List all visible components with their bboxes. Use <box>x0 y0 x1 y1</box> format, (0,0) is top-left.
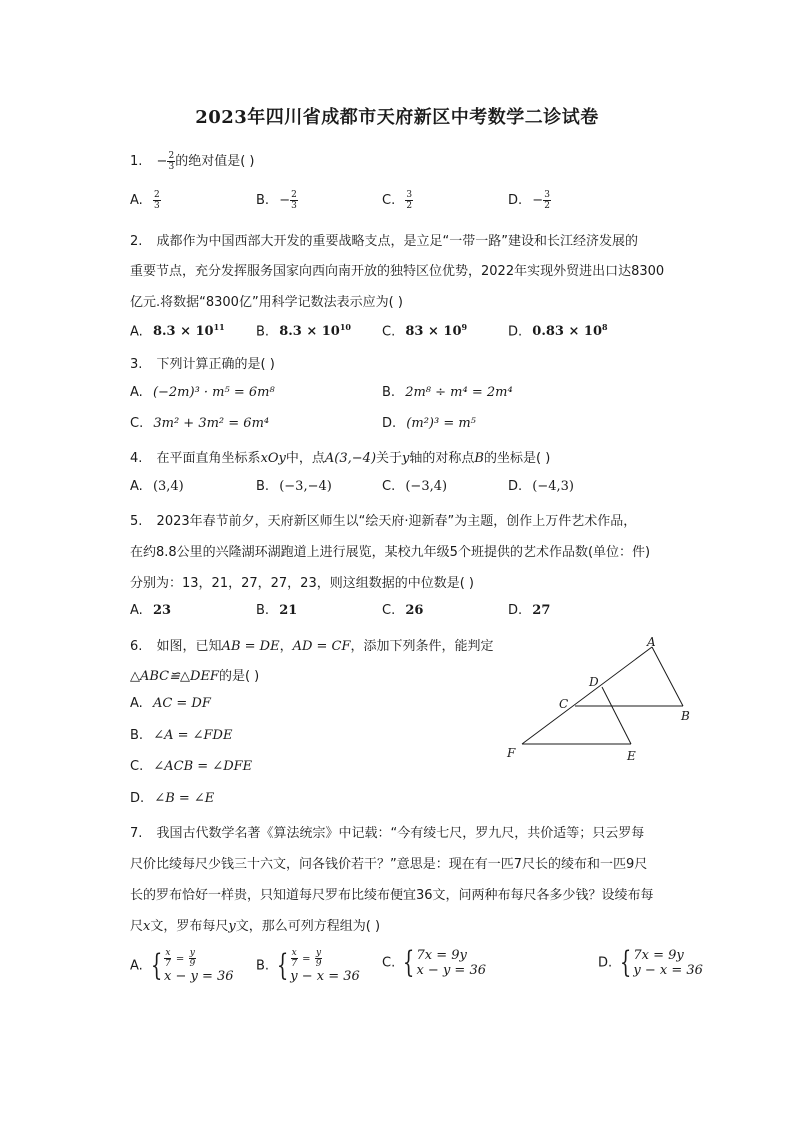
exponent: 10 <box>339 322 351 332</box>
option-value: (3,4) <box>152 479 184 494</box>
equation-system <box>616 945 703 980</box>
option-label: D. <box>508 193 523 208</box>
question-6 <box>130 635 494 654</box>
option-value: (−2m)³ · m⁵ = 6m⁸ <box>152 385 275 400</box>
question-number: 7. <box>130 826 143 841</box>
question-text: 在平面直角坐标系 <box>156 451 261 466</box>
question-4 <box>130 447 550 466</box>
minus-sign: − <box>156 154 168 169</box>
question-text: 的坐标是( ) <box>483 451 551 466</box>
numerator: x <box>165 948 171 958</box>
equation-row: y − x = 36 <box>633 963 703 978</box>
option-b[interactable] <box>130 728 232 743</box>
question-text: 如图，已知 <box>156 639 222 654</box>
option-label: A. <box>130 193 143 208</box>
option-value: 83 × 10 <box>405 324 462 340</box>
question-text-line: 长的罗布恰好一样贵，只知道每尺罗布比绫布便宜36文，问两种布每尺各多少钱？设绫布每 <box>130 888 654 903</box>
brace-icon: { <box>150 948 163 983</box>
option-label: C. <box>382 193 396 208</box>
math-symbol: △ABC≌△DEF <box>130 669 219 684</box>
segment-ab <box>652 647 683 706</box>
option-c[interactable] <box>382 479 447 494</box>
brace-icon: { <box>277 948 289 983</box>
option-d[interactable] <box>130 791 214 806</box>
question-text: ，添加下列条件，能判定 <box>350 639 494 654</box>
option-value: (−4,3) <box>532 479 575 494</box>
option-label: D. <box>508 324 523 340</box>
option-label: B. <box>256 958 270 974</box>
option-value: 23 <box>152 603 172 618</box>
denominator: 2 <box>406 201 413 211</box>
question-stem: 下列计算正确的是( ) <box>156 357 275 372</box>
equation-system <box>147 948 234 984</box>
minus-sign: − <box>279 193 291 208</box>
option-d[interactable] <box>508 322 608 339</box>
fraction <box>153 190 161 211</box>
option-label: C. <box>382 324 396 340</box>
question-text: 文，罗布每尺 <box>150 919 229 934</box>
question-text: 轴的对称点 <box>409 451 475 466</box>
option-a[interactable] <box>130 603 171 618</box>
option-d[interactable] <box>508 479 574 494</box>
question-number: 2. <box>130 234 143 249</box>
option-a[interactable] <box>130 190 161 211</box>
numerator: 2 <box>291 190 297 200</box>
option-value: ∠A = ∠FDE <box>153 728 233 743</box>
math-symbol: x <box>143 919 151 934</box>
option-c[interactable] <box>382 603 423 618</box>
triangle-figure <box>500 633 700 768</box>
equation-row: x − y = 36 <box>164 969 234 984</box>
label-b: B <box>681 709 690 723</box>
option-a[interactable] <box>130 479 184 494</box>
denominator: 2 <box>544 201 550 211</box>
option-a[interactable] <box>130 948 234 984</box>
option-d[interactable] <box>382 416 476 431</box>
numerator: y <box>189 948 195 958</box>
option-label: C. <box>130 759 144 774</box>
label-e: E <box>627 749 636 763</box>
question-text: 文，那么可列方程组为( ) <box>235 919 381 934</box>
equation-row: 7x = 9y <box>416 948 467 963</box>
option-d[interactable] <box>598 945 703 980</box>
option-value: AC = DF <box>152 696 211 711</box>
option-label: D. <box>598 955 613 971</box>
brace-icon: { <box>620 945 632 980</box>
segment-de <box>602 687 631 744</box>
math-symbol: AB = DE <box>221 639 280 654</box>
option-label: B. <box>256 324 270 340</box>
option-c[interactable] <box>382 322 467 339</box>
exponent: 8 <box>602 322 608 332</box>
denominator: 3 <box>291 201 297 211</box>
math-symbol: y <box>228 919 236 934</box>
option-label: C. <box>382 603 396 618</box>
equals-sign: = <box>175 954 185 965</box>
question-7 <box>130 822 644 841</box>
option-value: (m²)³ = m⁵ <box>406 416 476 431</box>
question-3 <box>130 353 275 372</box>
math-symbol: AD = CF <box>292 639 351 654</box>
numerator: 2 <box>168 151 175 161</box>
equation-row <box>164 948 234 969</box>
exponent: 9 <box>461 322 468 332</box>
option-label: B. <box>130 728 144 743</box>
equation-row: 7x = 9y <box>633 948 684 963</box>
denominator: 3 <box>168 162 175 172</box>
denominator: 9 <box>315 959 322 969</box>
question-text-line: 亿元.将数据“8300亿”用科学记数法表示应为( ) <box>130 295 403 310</box>
question-text-line: 成都作为中国西部大开发的重要战略支点，是立足“一带一路”建设和长江经济发展的 <box>156 234 639 249</box>
question-text: 中，点 <box>285 451 325 466</box>
numerator: 3 <box>544 190 550 200</box>
question-text-line: 重要节点，充分发挥服务国家向西向南开放的独特区位优势，2022年实现外贸进出口达8300 <box>130 264 665 279</box>
option-label: B. <box>382 385 396 400</box>
option-value: 8.3 × 10 <box>279 324 340 340</box>
option-label: B. <box>256 193 270 208</box>
question-2 <box>130 230 638 249</box>
exponent: 11 <box>213 322 225 332</box>
option-value: 3m² + 3m² = 6m⁴ <box>153 416 270 431</box>
option-a[interactable] <box>130 322 225 339</box>
option-label: C. <box>130 416 144 431</box>
option-b[interactable] <box>256 948 360 984</box>
denominator: 7 <box>291 959 298 969</box>
option-value: 26 <box>405 603 424 618</box>
option-b[interactable] <box>256 322 351 339</box>
option-c[interactable] <box>130 416 269 431</box>
option-value: ∠B = ∠E <box>154 791 215 806</box>
option-a[interactable] <box>130 385 275 400</box>
option-value: (−3,−4) <box>279 479 332 494</box>
question-text-line: 分别为：13，21，27，27，23，则这组数据的中位数是( ) <box>130 576 474 591</box>
question-text: 的是( ) <box>218 669 260 684</box>
minus-sign: − <box>532 193 544 208</box>
option-label: B. <box>256 603 270 618</box>
math-symbol: A(3,−4) <box>324 451 377 466</box>
option-c[interactable] <box>382 190 413 211</box>
equation-row <box>290 948 360 969</box>
label-c: C <box>559 697 569 711</box>
equation-row: y − x = 36 <box>290 969 360 984</box>
denominator: 3 <box>153 201 160 211</box>
numerator: 3 <box>406 190 413 200</box>
option-b[interactable] <box>382 385 513 400</box>
question-text: 关于 <box>376 451 403 466</box>
question-text-line: 在约8.8公里的兴隆湖环湖跑道上进行展览，某校九年级5个班提供的艺术作品数(单位：件) <box>130 545 651 560</box>
question-number: 5. <box>130 514 143 529</box>
option-value: ∠ACB = ∠DFE <box>153 759 253 774</box>
option-label: A. <box>130 324 143 340</box>
question-text: ， <box>279 639 293 654</box>
label-d: D <box>589 675 599 689</box>
option-label: B. <box>256 479 270 494</box>
option-label: A. <box>130 603 143 618</box>
option-label: C. <box>382 955 396 971</box>
question-text-line: 我国古代数学名著《算法统宗》中记载：“今有绫七尺，罗九尺，共价适等；只云罗每 <box>156 826 645 841</box>
label-f: F <box>507 746 516 760</box>
question-number: 3. <box>130 357 143 372</box>
segment-af <box>522 647 652 744</box>
option-value: 8.3 × 10 <box>152 324 214 340</box>
page-title: 2023年四川省成都市天府新区中考数学二诊试卷 <box>195 107 599 128</box>
option-c[interactable] <box>130 759 252 774</box>
math-symbol: xOy <box>260 451 286 466</box>
fraction <box>405 190 413 211</box>
numerator: y <box>316 948 322 958</box>
brace-icon: { <box>403 945 415 980</box>
option-b[interactable] <box>256 190 298 211</box>
option-d[interactable] <box>508 603 550 618</box>
option-label: C. <box>382 479 396 494</box>
question-stem: 的绝对值是( ) <box>175 154 255 169</box>
equals-sign: = <box>302 954 311 965</box>
fraction <box>543 190 551 211</box>
equation-system <box>273 948 360 984</box>
question-text: 尺 <box>130 919 144 934</box>
denominator: 7 <box>165 959 171 969</box>
question-text-line: 2023年春节前夕，天府新区师生以“绘天府·迎新春”为主题，创作上万件艺术作品， <box>156 514 637 529</box>
question-text-line: 尺价比绫每尺少钱三十六文，问各钱价若干？”意思是：现在有一匹7尺长的绫布和一匹9尺 <box>130 857 648 872</box>
option-value: 2m⁸ ÷ m⁴ = 2m⁴ <box>405 385 513 400</box>
option-label: A. <box>130 958 143 974</box>
question-text-line <box>130 665 259 684</box>
option-c[interactable] <box>382 945 486 980</box>
question-number: 4. <box>130 451 143 466</box>
numerator: 2 <box>153 190 160 200</box>
math-symbol: y <box>402 451 410 466</box>
question-number: 6. <box>130 639 143 654</box>
option-value: 0.83 × 10 <box>532 324 602 340</box>
option-label: D. <box>508 479 523 494</box>
option-label: D. <box>382 416 397 431</box>
option-label: D. <box>130 791 145 806</box>
option-value: 27 <box>532 603 551 618</box>
option-d[interactable] <box>508 190 551 211</box>
option-label: D. <box>508 603 523 618</box>
option-a[interactable] <box>130 696 211 711</box>
denominator: 9 <box>189 959 196 969</box>
question-5 <box>130 510 636 529</box>
option-value: (−3,4) <box>405 479 448 494</box>
math-symbol: B <box>474 451 484 466</box>
option-value: 21 <box>279 603 298 618</box>
option-b[interactable] <box>256 479 332 494</box>
question-1 <box>130 150 254 172</box>
option-b[interactable] <box>256 603 297 618</box>
fraction <box>290 190 298 211</box>
option-label: A. <box>130 385 143 400</box>
numerator: x <box>291 948 297 958</box>
option-label: A. <box>130 696 143 711</box>
question-text-line <box>130 915 380 934</box>
question-number: 1. <box>130 154 143 169</box>
option-label: A. <box>130 479 143 494</box>
label-a: A <box>647 635 656 649</box>
equation-row: x − y = 36 <box>416 963 486 978</box>
equation-system <box>399 945 486 980</box>
